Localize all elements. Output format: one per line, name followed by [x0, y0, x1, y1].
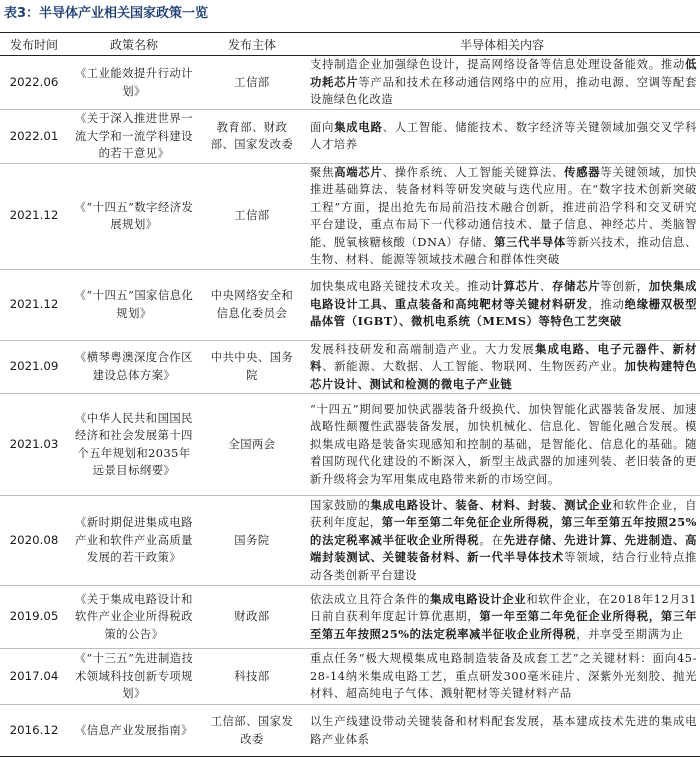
- content-text: 国家鼓励的: [310, 498, 371, 512]
- policy-date: 2022.01: [0, 110, 68, 164]
- policy-date: 2021.09: [0, 340, 68, 394]
- policy-date: 2020.08: [0, 496, 68, 586]
- content-text: 发展科技研发和高端制造产业。大力发展: [310, 342, 536, 356]
- header-content: 半导体相关内容: [304, 33, 700, 56]
- policy-date: 2022.06: [0, 56, 68, 110]
- content-text: 等创新，: [600, 280, 649, 294]
- highlight-text: 第三代半导体: [494, 234, 566, 249]
- policy-content: [304, 340, 700, 394]
- policy-content: [304, 110, 700, 164]
- table-row: [0, 586, 700, 649]
- content-text: 等关键领域，加快推进基础算法、装备材料等研发突破与迭代应用。在“数字技术创新突破工程”方面，提出抢先布局前沿技术融合创新，推进前沿学科和交叉研究平台建设，重点布局下一代移动通信技术、量子信息、神经芯片、类脑智能、脱氧核糖核酸（DNA）存储、: [310, 165, 697, 249]
- policy-name: 《工业能效提升行动计划》: [68, 56, 200, 110]
- content-text: 和软件企业，自获利年度起，: [310, 498, 697, 530]
- highlight-text: 存储芯片: [552, 279, 601, 294]
- policy-date: 2021.12: [0, 269, 68, 340]
- table-row: [0, 269, 700, 340]
- highlight-text: 集成电路设计、装备、材料、封装、测试企业: [370, 497, 613, 512]
- table-row: [0, 496, 700, 586]
- content-text: 等新兴技术，推动信息、生物、材料、能源等领域技术融合和群体性突破: [310, 235, 697, 266]
- table-row: [0, 340, 700, 394]
- policy-issuer: 全国两会: [200, 394, 304, 496]
- policy-content: [304, 269, 700, 340]
- content-text: 、: [539, 280, 552, 294]
- policy-name: 《“十四五”数字经济发展规划》: [68, 163, 200, 269]
- table-header-row: [0, 33, 700, 56]
- content-text: 、新能源、大数据、人工智能、物联网、生物医药产业。: [322, 360, 625, 373]
- content-text: 加快集成电路关键技术攻关。推动: [310, 280, 492, 294]
- policy-name: 《关于深入推进世界一流大学和一流学科建设的若干意见》: [68, 110, 200, 164]
- policy-content: [304, 496, 700, 586]
- highlight-text: 低功耗芯片: [310, 57, 697, 89]
- highlight-text: 加快集成电路设计工具、重点装备和高纯靶材等关键材料研发: [310, 279, 698, 311]
- policy-table: [0, 32, 700, 757]
- highlight-text: 第一年至第二年免征企业所得税，第三年至第五年按照25%的法定税率减半征收企业所得税: [310, 515, 697, 547]
- policy-name: 《横琴粤澳深度合作区建设总体方案》: [68, 340, 200, 394]
- content-text: 面向: [310, 120, 335, 134]
- content-text: 和软件企业，在2018年12月31日前自获利年度起计算优惠期，: [310, 592, 697, 624]
- policy-name: 《信息产业发展指南》: [68, 705, 200, 757]
- table-row: [0, 649, 700, 705]
- policy-content: [304, 649, 700, 705]
- header-date: 发布时间: [0, 33, 68, 56]
- highlight-text: 先进存储、先进计算、先进制造、高端封装测试、关键装备材料、新一代半导体技术: [310, 532, 698, 565]
- policy-issuer: 工信部、国家发改委: [200, 705, 304, 757]
- highlight-text: 传感器: [564, 164, 601, 179]
- policy-date: 2021.03: [0, 394, 68, 496]
- content-text: 。在: [479, 533, 504, 547]
- highlight-text: 集成电路: [334, 119, 383, 134]
- content-text: 等产品和技术在移动通信网络中的应用，推动电源、空调等配套设施绿色化改造: [310, 75, 697, 107]
- content-text: 、人工智能、储能技术、数字经济等关键领域加强交叉学科人才培养: [310, 120, 697, 152]
- policy-date: 2017.04: [0, 649, 68, 705]
- policy-issuer: 教育部、财政部、国家发改委: [200, 110, 304, 164]
- table-row: [0, 110, 700, 164]
- content-text: ，并享受至期满为止: [576, 627, 684, 641]
- policy-content: [304, 394, 700, 496]
- table-row: [0, 394, 700, 496]
- content-text: 重点任务“极大规模集成电路制造装备及成套工艺”之关键材料：面向45-28-14纳米集成电路工艺，重点研发300毫米硅片、深紫外光刻胶、抛光材料、超高纯电子气体、溅射靶材等关键材料产品: [310, 652, 697, 701]
- policy-issuer: 财政部: [200, 586, 304, 649]
- policy-issuer: 中央网络安全和信息化委员会: [200, 269, 304, 340]
- policy-name: 《“十四五”国家信息化规划》: [68, 269, 200, 340]
- table-row: [0, 56, 700, 110]
- content-text: 依法成立且符合条件的: [310, 592, 431, 606]
- policy-name: 《关于集成电路设计和软件产业企业所得税政策的公告》: [68, 586, 200, 649]
- content-text: 以生产线建设带动关键装备和材料配套发展，基本建成技术先进的集成电路产业体系: [310, 715, 697, 746]
- header-issuer: 发布主体: [200, 33, 304, 56]
- content-text: 、操作系统、人工智能关键算法、: [382, 165, 565, 179]
- policy-issuer: 科技部: [200, 649, 304, 705]
- highlight-text: 集成电路、电子元器件、新材料: [310, 341, 697, 373]
- policy-name: 《中华人民共和国国民经济和社会发展第十四个五年规划和2035年远景目标纲要》: [68, 394, 200, 496]
- policy-date: 2019.05: [0, 586, 68, 649]
- content-text: ，推动: [588, 297, 625, 311]
- content-text: 聚焦: [310, 165, 335, 179]
- highlight-text: 加快构建特色芯片设计、测试和检测的微电子产业链: [310, 359, 697, 391]
- table-row: [0, 163, 700, 269]
- header-policy-name: 政策名称: [68, 33, 200, 56]
- policy-date: 2016.12: [0, 705, 68, 757]
- highlight-text: 第一年至第二年免征企业所得税，第三年至第五年按照25%的法定税率减半征收企业所得税: [310, 609, 697, 641]
- policy-content: [304, 586, 700, 649]
- content-text: “十四五”期间要加快武器装备升级换代、加快智能化武器装备发展、加速战略性颠覆性武器装备发展，加快机械化、信息化、智能化融合发展。模拟集成电路是装备实现感知和控制的基础，是智能化、信息化的基础。随着国防现代化建设的不断深入，新型主战武器的加速列装、老旧装备的更新升级将会为军用集成电路带来新的市场空间。: [310, 402, 697, 486]
- policy-name: 《“十三五”先进制造技术领域科技创新专项规划》: [68, 649, 200, 705]
- highlight-text: 绝缘栅双极型晶体管（IGBT）、微机电系统（MEMS）等特色工艺突破: [310, 296, 697, 329]
- policy-issuer: 工信部: [200, 56, 304, 110]
- highlight-text: 计算芯片: [491, 279, 540, 294]
- highlight-text: 集成电路设计企业: [430, 591, 527, 606]
- policy-content: [304, 705, 700, 757]
- policy-name: 《新时期促进集成电路产业和软件产业高质量发展的若干政策》: [68, 496, 200, 586]
- policy-content: [304, 56, 700, 110]
- table-row: [0, 705, 700, 757]
- table-title: 表3：半导体产业相关国家政策一览: [4, 6, 209, 21]
- policy-issuer: 国务院: [200, 496, 304, 586]
- policy-date: 2021.12: [0, 163, 68, 269]
- content-text: 支持制造企业加强绿色设计，提高网络设备等信息处理设备能效。推动: [310, 58, 686, 72]
- policy-issuer: 中共中央、国务院: [200, 340, 304, 394]
- content-text: 等领域，结合行业特点推动各类创新平台建设: [310, 551, 697, 582]
- highlight-text: 高端芯片: [334, 164, 383, 179]
- policy-content: [304, 163, 700, 269]
- policy-issuer: 工信部: [200, 163, 304, 269]
